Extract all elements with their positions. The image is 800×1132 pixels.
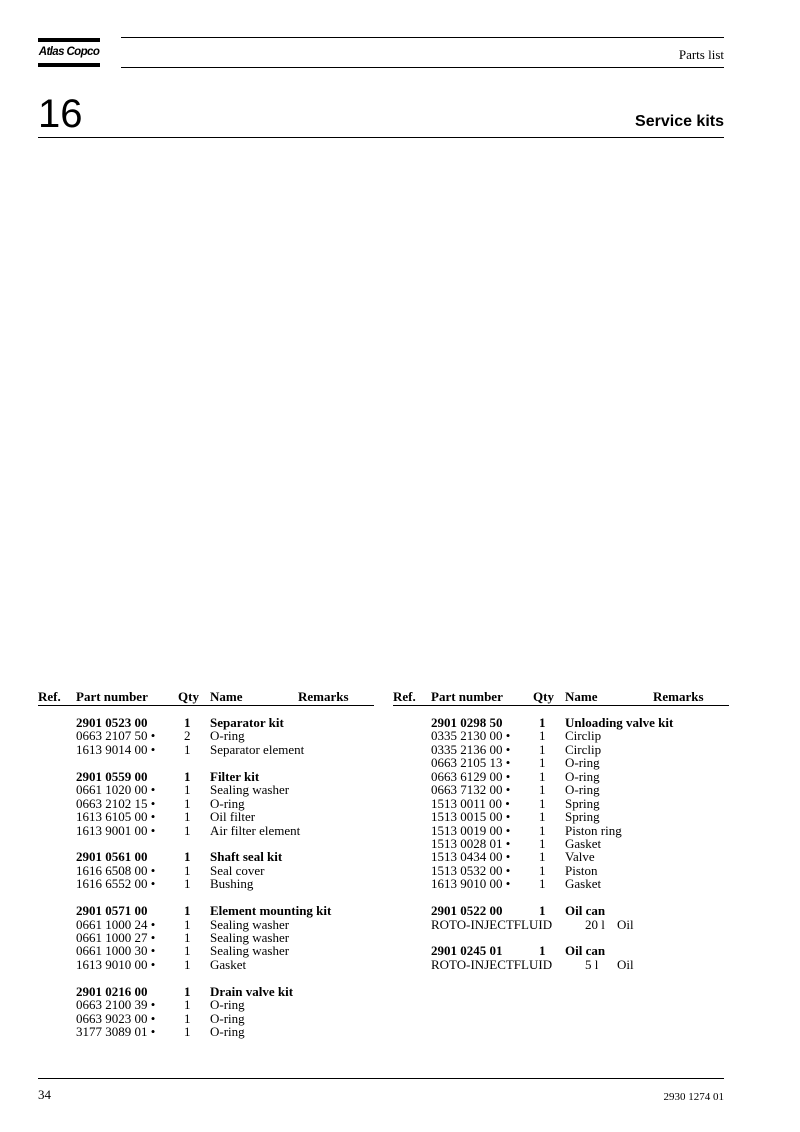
kit-row	[38, 770, 374, 783]
qty-cell: 1	[539, 835, 546, 851]
row-spacer	[393, 891, 729, 904]
document-number: 2930 1274 01	[663, 1091, 724, 1103]
qty-cell: 1	[184, 983, 191, 999]
qty-cell: 1	[539, 822, 546, 838]
name-cell: Filter kit	[210, 768, 260, 784]
parts-table-left	[38, 688, 374, 1039]
name-cell: Seal cover	[210, 862, 265, 878]
name-cell: Spring	[565, 809, 600, 825]
parts-table-right	[393, 688, 729, 971]
table-row	[38, 824, 374, 837]
part-number-cell: 0663 7132 00 •	[431, 782, 511, 798]
table-row	[393, 783, 729, 796]
qty-cell: 1	[184, 862, 191, 878]
kit-row	[38, 985, 374, 998]
name-cell: Shaft seal kit	[210, 849, 283, 865]
part-number-cell: 3177 3089 01 •	[76, 1024, 156, 1040]
qty-cell: 1	[184, 782, 191, 798]
qty-cell: 1	[184, 956, 191, 972]
header-part-number: Part number	[76, 689, 148, 704]
part-number-cell: 0335 2136 00 •	[431, 741, 511, 757]
chapter-rule	[38, 137, 724, 138]
part-number-cell: 0661 1000 24 •	[76, 916, 156, 932]
name-cell: Air filter element	[210, 822, 301, 838]
row-spacer	[38, 891, 374, 904]
part-number-cell: ROTO-INJECTFLUID	[431, 916, 553, 932]
section-label: Parts list	[678, 47, 724, 62]
name-cell: O-ring	[565, 755, 600, 771]
header-remarks: Remarks	[298, 689, 349, 704]
row-spacer	[393, 931, 729, 944]
name-cell: Element mounting kit	[210, 903, 332, 919]
row-spacer	[38, 756, 374, 769]
table-row	[393, 918, 729, 931]
name-cell: Separator kit	[210, 715, 284, 730]
atlas-copco-logo	[38, 38, 100, 68]
header-qty: Qty	[533, 689, 554, 704]
name-cell: O-ring	[210, 728, 245, 744]
row-spacer	[38, 837, 374, 850]
name-cell: Gasket	[210, 956, 247, 972]
part-number-cell: 1513 0028 01 •	[431, 835, 511, 851]
table-header	[38, 688, 374, 706]
table-row	[38, 944, 374, 957]
part-number-cell: 2901 0561 00	[76, 849, 148, 865]
qty-cell: 1	[184, 943, 191, 959]
table-row	[38, 998, 374, 1011]
table-header	[393, 688, 729, 706]
table-row	[393, 824, 729, 837]
header-part-number: Part number	[431, 689, 503, 704]
name-cell: Sealing washer	[210, 916, 290, 932]
part-number-cell: 1513 0019 00 •	[431, 822, 511, 838]
table-row	[38, 877, 374, 890]
name-cell: Piston ring	[565, 822, 622, 838]
page-number: 34	[38, 1087, 51, 1102]
name-cell: Spring	[565, 795, 600, 811]
table-row	[38, 1025, 374, 1038]
part-number-cell: 1613 9001 00 •	[76, 822, 156, 838]
table-row	[393, 877, 729, 890]
header-remarks: Remarks	[653, 689, 704, 704]
qty-cell: 2	[184, 728, 191, 744]
qty-cell: 1	[539, 782, 546, 798]
table-body	[393, 716, 729, 971]
name-cell: Unloading valve kit	[565, 715, 674, 730]
qty-cell: 1	[184, 1010, 191, 1026]
qty-cell: 1	[184, 1024, 191, 1040]
logo-text: Atlas Copco	[38, 46, 100, 58]
logo-bar-bottom	[38, 63, 100, 67]
part-number-cell: 0663 6129 00 •	[431, 768, 511, 784]
table-row	[38, 797, 374, 810]
table-row	[393, 958, 729, 971]
table-row	[38, 729, 374, 742]
chapter-number: 16	[38, 92, 83, 136]
part-number-cell: 2901 0523 00	[76, 715, 148, 730]
kit-row	[393, 716, 729, 729]
table-row	[393, 756, 729, 769]
table-row	[38, 864, 374, 877]
qty-cell: 1	[539, 862, 546, 878]
table-row	[393, 837, 729, 850]
name-cell: O-ring	[210, 1024, 245, 1040]
name-cell: Bushing	[210, 876, 254, 892]
part-number-cell: 0663 2107 50 •	[76, 728, 156, 744]
qty-cell: 1	[539, 795, 546, 811]
table-row	[393, 810, 729, 823]
name-cell: O-ring	[210, 997, 245, 1013]
footer-rule	[38, 1078, 724, 1079]
part-number-cell: 1616 6552 00 •	[76, 876, 156, 892]
name-cell: Oil	[617, 916, 634, 932]
qty-cell: 1	[184, 903, 191, 919]
part-number-cell: 0663 9023 00 •	[76, 1010, 156, 1026]
kit-row	[38, 850, 374, 863]
part-number-cell: 0661 1020 00 •	[76, 782, 156, 798]
qty-cell: 1	[539, 741, 546, 757]
qty-cell: 1	[184, 715, 191, 730]
part-number-cell: 0661 1000 27 •	[76, 930, 156, 945]
qty-cell: 1	[184, 930, 191, 945]
part-number-cell: 1613 9014 00 •	[76, 741, 156, 757]
qty-cell: 1	[539, 849, 546, 865]
name-cell: O-ring	[565, 768, 600, 784]
table-row	[38, 810, 374, 823]
name-cell: Sealing washer	[210, 782, 290, 798]
part-number-cell: 0663 2100 39 •	[76, 997, 156, 1013]
table-row	[393, 850, 729, 863]
part-number-cell: 2901 0522 00	[431, 903, 503, 919]
qty-cell: 1	[184, 822, 191, 838]
qty-cell: 1	[184, 849, 191, 865]
header-rule-top	[121, 37, 724, 38]
header-qty: Qty	[178, 689, 199, 704]
qty-cell: 1	[184, 795, 191, 811]
qty-cell: 1	[539, 768, 546, 784]
qty-cell: 1	[184, 876, 191, 892]
part-number-cell: 2901 0298 50	[431, 715, 503, 730]
part-number-cell: 1616 6508 00 •	[76, 862, 156, 878]
part-number-cell: 1613 9010 00 •	[431, 876, 511, 892]
name-cell: Oil	[617, 956, 634, 972]
qty-cell: 1	[539, 715, 546, 730]
part-number-cell: 1513 0532 00 •	[431, 862, 511, 878]
part-number-cell: ROTO-INJECTFLUID	[431, 956, 553, 972]
name-cell: O-ring	[210, 1010, 245, 1026]
row-spacer	[38, 971, 374, 984]
table-row	[393, 743, 729, 756]
part-number-cell: 1613 9010 00 •	[76, 956, 156, 972]
name-cell: Circlip	[565, 741, 602, 757]
qty-cell: 1	[539, 876, 546, 892]
qty-cell: 1	[539, 728, 546, 744]
table-row	[393, 797, 729, 810]
table-row	[38, 743, 374, 756]
header-ref: Ref.	[38, 689, 61, 704]
table-row	[38, 783, 374, 796]
name-cell: Oil can	[565, 903, 606, 919]
logo-bar-top	[38, 38, 100, 42]
table-row	[38, 1012, 374, 1025]
part-number-cell: 2901 0216 00	[76, 983, 148, 999]
table-row	[393, 770, 729, 783]
part-number-cell: 2901 0571 00	[76, 903, 148, 919]
part-number-cell: 0663 2105 13 •	[431, 755, 511, 771]
qty-cell: 1	[539, 903, 546, 919]
name-cell: Sealing washer	[210, 930, 290, 945]
header-name: Name	[565, 689, 598, 704]
name-cell: O-ring	[210, 795, 245, 811]
table-row	[38, 958, 374, 971]
qty-cell: 1	[539, 809, 546, 825]
header-name: Name	[210, 689, 243, 704]
qty-cell: 20 l	[585, 916, 605, 932]
name-cell: Gasket	[565, 876, 602, 892]
kit-row	[38, 716, 374, 729]
part-number-cell: 0661 1000 30 •	[76, 943, 156, 959]
name-cell: Sealing washer	[210, 943, 290, 959]
part-number-cell: 1613 6105 00 •	[76, 809, 156, 825]
name-cell: Drain valve kit	[210, 983, 294, 999]
name-cell: Gasket	[565, 835, 602, 851]
table-row	[393, 864, 729, 877]
part-number-cell: 2901 0245 01	[431, 943, 503, 959]
kit-row	[393, 904, 729, 917]
part-number-cell: 2901 0559 00	[76, 768, 148, 784]
part-number-cell: 1513 0434 00 •	[431, 849, 511, 865]
kit-row	[38, 904, 374, 917]
table-row	[38, 931, 374, 944]
part-number-cell: 1513 0011 00 •	[431, 795, 510, 811]
qty-cell: 1	[184, 997, 191, 1013]
part-number-cell: 0663 2102 15 •	[76, 795, 156, 811]
qty-cell: 1	[184, 916, 191, 932]
qty-cell: 5 l	[585, 956, 599, 972]
qty-cell: 1	[184, 809, 191, 825]
name-cell: Separator element	[210, 741, 305, 757]
header-ref: Ref.	[393, 689, 416, 704]
part-number-cell: 1513 0015 00 •	[431, 809, 511, 825]
qty-cell: 1	[184, 741, 191, 757]
table-body	[38, 716, 374, 1039]
qty-cell: 1	[539, 943, 546, 959]
qty-cell: 1	[539, 755, 546, 771]
kit-row	[393, 944, 729, 957]
part-number-cell: 0335 2130 00 •	[431, 728, 511, 744]
qty-cell: 1	[184, 768, 191, 784]
name-cell: Oil can	[565, 943, 606, 959]
chapter-title: Service kits	[635, 113, 724, 130]
header-rule-bottom	[121, 67, 724, 68]
name-cell: O-ring	[565, 782, 600, 798]
table-row	[38, 918, 374, 931]
name-cell: Piston	[565, 862, 598, 878]
name-cell: Circlip	[565, 728, 602, 744]
name-cell: Valve	[565, 849, 595, 865]
table-row	[393, 729, 729, 742]
name-cell: Oil filter	[210, 809, 256, 825]
